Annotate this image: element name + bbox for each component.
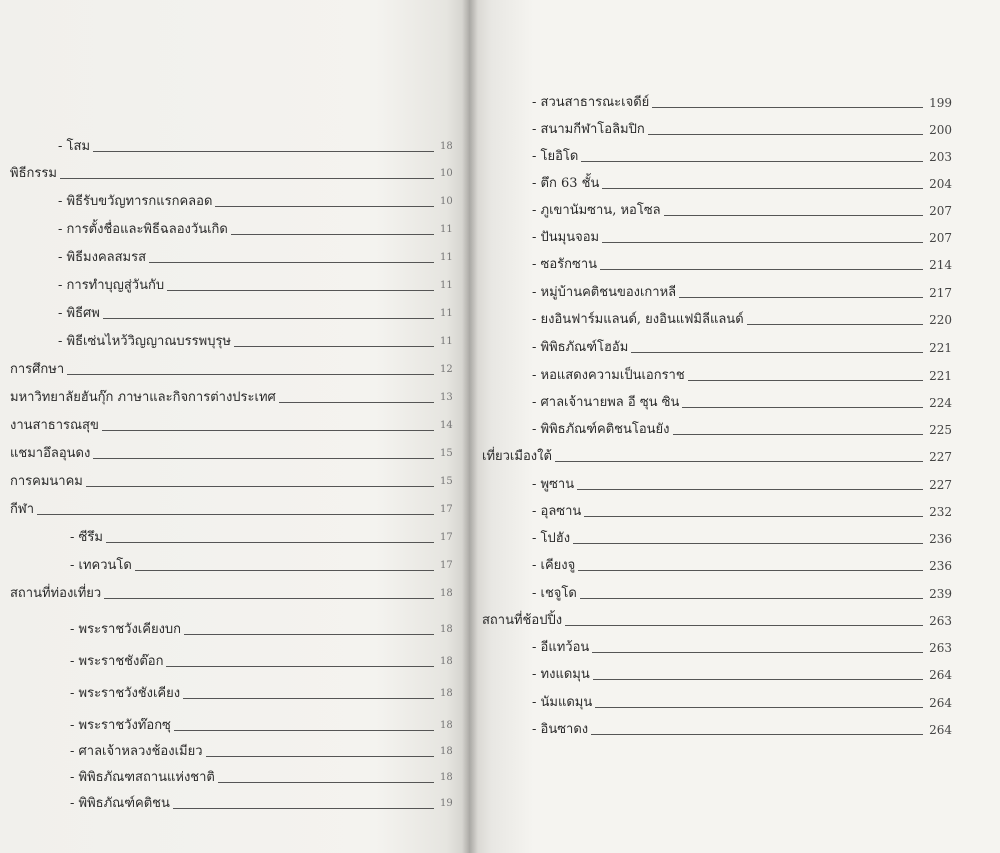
toc-entry-label: - ศาลเจ้านายพล อี ซุน ซิน <box>532 395 680 410</box>
toc-entry <box>70 742 458 760</box>
toc-entry-label: - เชจูโด <box>532 586 577 601</box>
toc-entry-label: - โยอิโด <box>532 149 579 164</box>
toc-leader <box>60 178 434 179</box>
toc-page-number: 18 <box>440 688 453 699</box>
toc-leader <box>584 516 923 517</box>
toc-leader <box>67 374 434 375</box>
toc-entry-label: - นัมแดมุน <box>532 695 593 710</box>
toc-entry <box>10 444 458 462</box>
toc-page-number: 227 <box>929 450 952 464</box>
toc-leader <box>565 625 923 626</box>
toc-leader <box>206 756 435 757</box>
toc-leader <box>578 570 923 571</box>
toc-page-number: 232 <box>929 505 952 519</box>
toc-entry <box>482 447 952 465</box>
toc-leader <box>580 598 923 599</box>
toc-entry <box>532 529 952 547</box>
toc-entry <box>70 716 458 734</box>
toc-entry-label: - พระราชชังต๊อก <box>70 654 164 669</box>
toc-entry <box>58 332 458 350</box>
toc-entry-label: - หอแสดงความเป็นเอกราช <box>532 368 685 383</box>
toc-entry-label: - ซีรึม <box>70 530 103 545</box>
toc-leader <box>167 290 434 291</box>
toc-page-number: 17 <box>440 532 453 543</box>
toc-entry <box>58 137 458 155</box>
toc-page-number: 227 <box>929 478 952 492</box>
toc-leader <box>174 730 434 731</box>
toc-leader <box>102 430 434 431</box>
toc-page-number: 13 <box>440 392 453 403</box>
toc-page-number: 11 <box>440 252 453 263</box>
toc-entry <box>70 768 458 786</box>
toc-entry-label: - โสม <box>58 139 91 154</box>
toc-leader <box>37 514 434 515</box>
toc-entry <box>70 652 458 670</box>
toc-entry <box>58 220 458 238</box>
toc-entry <box>70 528 458 546</box>
toc-leader <box>279 402 434 403</box>
toc-entry-label: สถานที่ท่องเที่ยว <box>10 586 102 601</box>
toc-entry <box>532 665 952 683</box>
toc-leader <box>602 242 923 243</box>
toc-page-number: 236 <box>929 559 952 573</box>
toc-entry-label: - หมู่บ้านคติชนของเกาหลี <box>532 285 677 300</box>
toc-entry-label: - ตึก 63 ชั้น <box>532 176 600 191</box>
toc-entry-label: - การทำบุญสู่วันกับ <box>58 278 165 293</box>
book-gutter <box>462 0 478 853</box>
toc-page-number: 10 <box>440 168 453 179</box>
toc-page-number: 18 <box>440 746 453 757</box>
toc-leader <box>602 188 923 189</box>
toc-entry <box>532 228 952 246</box>
toc-leader <box>104 598 434 599</box>
toc-page-number: 217 <box>929 286 952 300</box>
toc-leader <box>106 542 434 543</box>
toc-entry <box>58 276 458 294</box>
toc-entry-label: - พระราชวังท๊อกซุ <box>70 718 171 733</box>
toc-leader <box>555 461 923 462</box>
toc-page-number: 18 <box>440 656 453 667</box>
toc-page-number: 10 <box>440 196 453 207</box>
toc-entry <box>532 366 952 384</box>
toc-leader <box>747 324 923 325</box>
toc-entry-label: - โปฮัง <box>532 531 571 546</box>
toc-entry <box>532 120 952 138</box>
toc-page-number: 18 <box>440 588 453 599</box>
toc-page-number: 207 <box>929 231 952 245</box>
toc-entry <box>532 420 952 438</box>
toc-entry <box>532 693 952 711</box>
toc-entry <box>532 283 952 301</box>
toc-entry <box>532 502 952 520</box>
toc-leader <box>673 434 924 435</box>
toc-entry <box>10 584 458 602</box>
toc-page-number: 207 <box>929 204 952 218</box>
toc-page-number: 17 <box>440 560 453 571</box>
toc-leader <box>103 318 434 319</box>
toc-entry-label: - สวนสาธารณะเจดีย์ <box>532 95 650 110</box>
toc-entry <box>532 255 952 273</box>
toc-entry-label: พิธีกรรม <box>10 166 57 181</box>
toc-entry-label: แชมาอึลอุนดง <box>10 446 91 461</box>
toc-entry-label: - พิธีมงคลสมรส <box>58 250 147 265</box>
toc-entry <box>532 174 952 192</box>
toc-page-number: 220 <box>929 313 952 327</box>
toc-leader <box>591 734 923 735</box>
toc-entry <box>532 475 952 493</box>
toc-entry <box>532 638 952 656</box>
toc-leader <box>184 634 434 635</box>
toc-page-number: 214 <box>929 258 952 272</box>
toc-page-number: 264 <box>929 668 952 682</box>
toc-entry <box>58 248 458 266</box>
toc-entry-label: การคมนาคม <box>10 474 83 489</box>
toc-entry <box>58 192 458 210</box>
toc-leader <box>600 269 923 270</box>
toc-entry-label: - พระราชวังชังเคียง <box>70 686 181 701</box>
toc-entry <box>532 93 952 111</box>
toc-page-number: 19 <box>440 798 453 809</box>
toc-entry-label: - อินซาดง <box>532 722 589 737</box>
toc-entry <box>532 720 952 738</box>
toc-entry-label: - การตั้งชื่อและพิธีฉลองวันเกิด <box>58 222 228 237</box>
toc-page-number: 18 <box>440 141 453 152</box>
toc-page-number: 225 <box>929 423 952 437</box>
toc-entry-label: งานสาธารณสุข <box>10 418 99 433</box>
toc-entry <box>10 500 458 518</box>
toc-entry-label: - พิพิธภัณฑ์คติชน <box>70 796 170 811</box>
toc-entry-label: - เทควนโด <box>70 558 132 573</box>
toc-entry-label: - พิพิธภัณฑสถานแห่งชาติ <box>70 770 215 785</box>
toc-entry-label: - อีแทว้อน <box>532 640 590 655</box>
toc-leader <box>577 489 923 490</box>
toc-entry <box>482 611 952 629</box>
toc-entry-label: - สนามกีฬาโอลิมปิก <box>532 122 645 137</box>
toc-entry-label: - พูซาน <box>532 477 575 492</box>
toc-entry <box>10 360 458 378</box>
toc-entry-label: สถานที่ช้อปปิ้ง <box>482 613 563 628</box>
toc-page-number: 203 <box>929 150 952 164</box>
toc-page-number: 263 <box>929 614 952 628</box>
toc-page-number: 11 <box>440 308 453 319</box>
toc-entry-label: มหาวิทยาลัยฮันกุ๊ก ภาษาและกิจการต่างประเทศ <box>10 390 276 405</box>
toc-entry-label: - อุลซาน <box>532 504 582 519</box>
toc-page-number: 11 <box>440 224 453 235</box>
toc-entry-label: - ภูเขานัมซาน, หอโซล <box>532 203 661 218</box>
toc-page-number: 12 <box>440 364 453 375</box>
toc-leader <box>688 380 923 381</box>
toc-leader <box>581 161 923 162</box>
toc-page-number: 11 <box>440 280 453 291</box>
toc-page-number: 199 <box>929 96 952 110</box>
toc-entry <box>532 147 952 165</box>
toc-entry-label: กีฬา <box>10 502 35 517</box>
toc-entry-label: - พระราชวังเคียงบก <box>70 622 182 637</box>
toc-entry <box>70 620 458 638</box>
toc-leader <box>135 570 434 571</box>
toc-entry-label: - ซอรักซาน <box>532 257 598 272</box>
toc-page-number: 200 <box>929 123 952 137</box>
toc-leader <box>679 297 923 298</box>
toc-entry <box>532 556 952 574</box>
toc-page-number: 18 <box>440 720 453 731</box>
toc-leader <box>592 652 923 653</box>
toc-page-number: 264 <box>929 696 952 710</box>
toc-entry-label: - พิพิธภัณฑ์คติชนโอนยัง <box>532 422 670 437</box>
left-page <box>0 0 470 853</box>
toc-entry <box>532 338 952 356</box>
toc-page-number: 221 <box>929 341 952 355</box>
toc-leader <box>573 543 923 544</box>
toc-page-number: 14 <box>440 420 453 431</box>
toc-page-number: 18 <box>440 772 453 783</box>
toc-entry-label: - ปันมุนจอม <box>532 230 600 245</box>
toc-leader <box>631 352 923 353</box>
toc-entry <box>532 393 952 411</box>
toc-page-number: 18 <box>440 624 453 635</box>
toc-entry <box>70 684 458 702</box>
toc-leader <box>86 486 434 487</box>
toc-entry <box>70 794 458 812</box>
toc-page-number: 239 <box>929 587 952 601</box>
toc-page-number: 15 <box>440 448 453 459</box>
toc-entry-label: - ยงอินฟาร์มแลนด์, ยงอินแฟมิลีแลนด์ <box>532 312 744 327</box>
toc-page-number: 263 <box>929 641 952 655</box>
toc-entry <box>10 416 458 434</box>
toc-entry <box>70 556 458 574</box>
toc-leader <box>648 134 923 135</box>
toc-page-number: 236 <box>929 532 952 546</box>
toc-entry-label: - ศาลเจ้าหลวงช้องเมียว <box>70 744 203 759</box>
toc-entry <box>532 201 952 219</box>
toc-leader <box>93 458 434 459</box>
toc-leader <box>231 234 434 235</box>
toc-leader <box>183 698 434 699</box>
toc-page-number: 204 <box>929 177 952 191</box>
toc-leader <box>215 206 434 207</box>
toc-page-number: 224 <box>929 396 952 410</box>
toc-entry <box>532 584 952 602</box>
toc-leader <box>166 666 434 667</box>
toc-entry-label: - เคียงจู <box>532 558 576 573</box>
toc-page-number: 17 <box>440 504 453 515</box>
toc-entry <box>58 304 458 322</box>
toc-leader <box>595 707 923 708</box>
toc-entry <box>532 310 952 328</box>
toc-page-number: 15 <box>440 476 453 487</box>
toc-leader <box>218 782 434 783</box>
toc-leader <box>664 215 923 216</box>
toc-entry-label: - พิธีเซ่นไหว้วิญญาณบรรพบุรุษ <box>58 334 231 349</box>
toc-page-number: 264 <box>929 723 952 737</box>
toc-page-number: 221 <box>929 369 952 383</box>
toc-page-number: 11 <box>440 336 453 347</box>
right-page <box>470 0 1000 853</box>
toc-leader <box>593 679 923 680</box>
toc-leader <box>173 808 434 809</box>
toc-entry <box>10 472 458 490</box>
toc-entry-label: - พิธีรับขวัญทารกแรกคลอด <box>58 194 213 209</box>
toc-entry-label: การศึกษา <box>10 362 65 377</box>
toc-leader <box>234 346 434 347</box>
toc-leader <box>652 107 923 108</box>
toc-leader <box>149 262 434 263</box>
toc-entry <box>10 164 458 182</box>
toc-entry-label: - พิธีศพ <box>58 306 100 321</box>
toc-entry-label: เที่ยวเมืองใต้ <box>482 449 552 464</box>
toc-entry-label: - พิพิธภัณฑ์โฮอัม <box>532 340 629 355</box>
toc-entry <box>10 388 458 406</box>
toc-leader <box>93 151 434 152</box>
toc-entry-label: - ทงแดมุน <box>532 667 590 682</box>
toc-leader <box>682 407 923 408</box>
